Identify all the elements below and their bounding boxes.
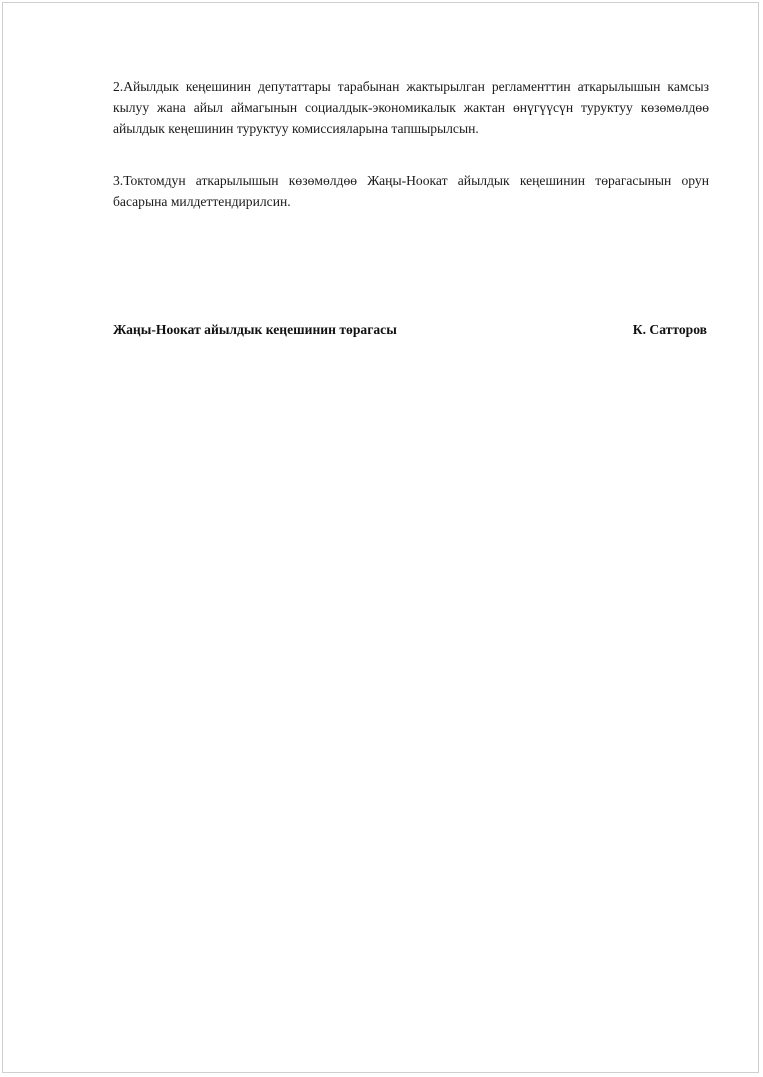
paragraph-3: 3.Токтомдун аткарылышын көзөмөлдөө Жаңы-Ноокат айылдык кеңешинин төрагасынын орун басарына милдеттендирилсин. [113,173,709,209]
document-page [2,2,759,1073]
signature-block [113,322,707,338]
signature-title: Жаңы-Ноокат айылдык кеңешинин төрагасы [113,322,397,337]
paragraph-2: 2.Айылдык кеңешинин депутаттары тарабынан жактырылган регламенттин аткарылышын камсыз кылуу жана айыл аймагынын социалдык-экономикалык жактан өнүгүүсүн туруктуу көзөмөлдөө айылдык кеңешинин туруктуу комиссияларына тапшырылсын. [113,79,709,136]
signature-name: К. Сатторов [632,322,707,337]
